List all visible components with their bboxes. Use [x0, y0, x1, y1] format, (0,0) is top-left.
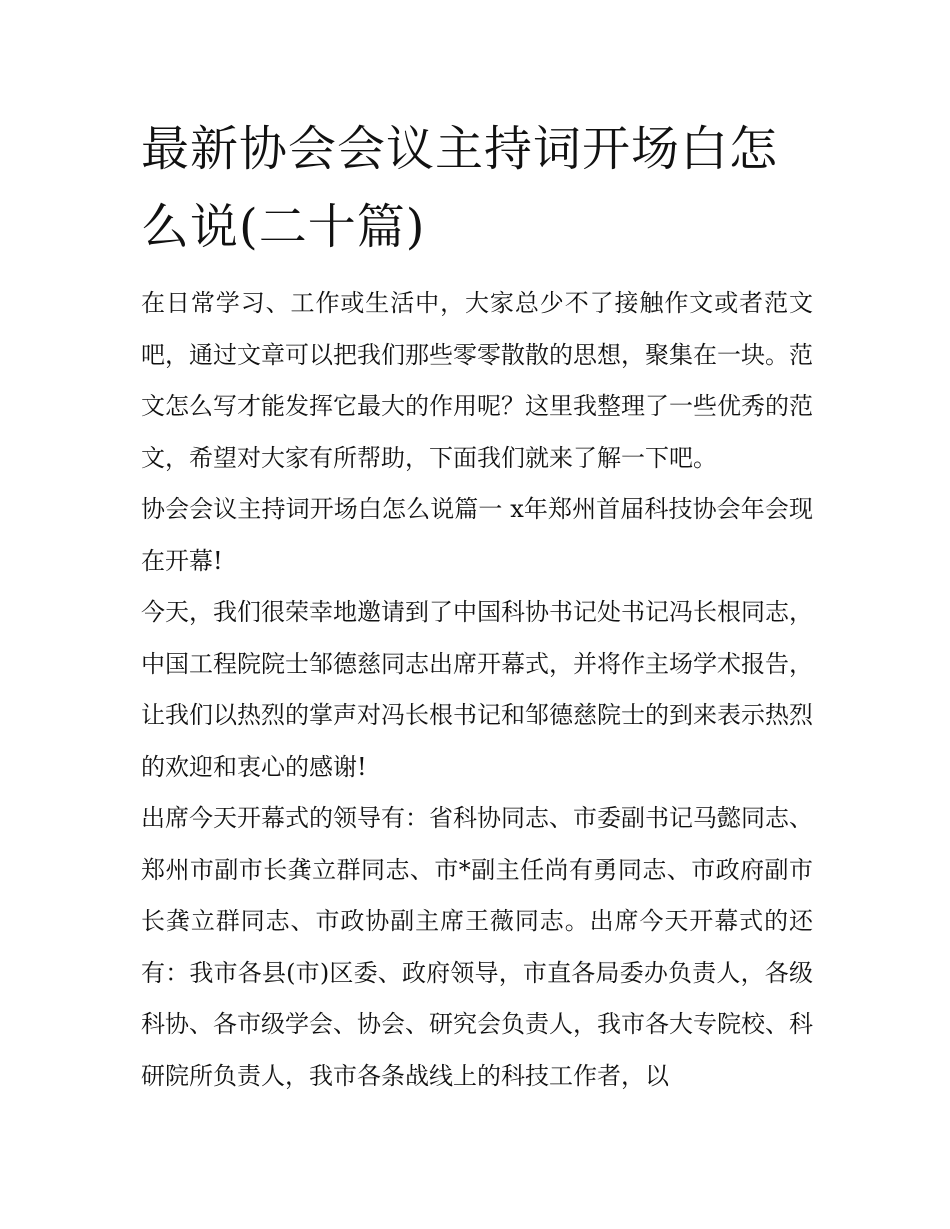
document-title: 最新协会会议主持词开场白怎么说(二十篇) [141, 121, 779, 255]
paragraph-guests: 今天，我们很荣幸地邀请到了中国科协书记处书记冯长根同志，中国工程院院士邹德慈同志出席开幕式，并将作主场学术报告，让我们以热烈的掌声对冯长根书记和邹德慈院士的到来表示热烈的欢迎和衷心的感谢! [141, 598, 813, 781]
paragraph-attendees: 出席今天开幕式的领导有：省科协同志、市委副书记马懿同志、郑州市副市长龚立群同志、市*副主任尚有勇同志、市政府副市长龚立群同志、市政协副主席王薇同志。出席今天开幕式的还有：我市各县(市)区委、政府领导，市直各局委办负责人，各级科协、各市级学会、协会、研究会负责人，我市各大专院校、科研院所负责人，我市各条战线上的科技工作者，以 [141, 804, 813, 1090]
paragraph-intro: 在日常学习、工作或生活中，大家总少不了接触作文或者范文吧，通过文章可以把我们那些零零散散的思想，聚集在一块。范文怎么写才能发挥它最大的作用呢？这里我整理了一些优秀的范文，希望对大家有所帮助，下面我们就来了解一下吧。 [141, 289, 813, 472]
document-body [141, 278, 813, 1102]
document-content [141, 110, 813, 1102]
paragraph-opening: 协会会议主持词开场白怎么说篇一 x年郑州首届科技协会年会现在开幕! [141, 495, 813, 575]
